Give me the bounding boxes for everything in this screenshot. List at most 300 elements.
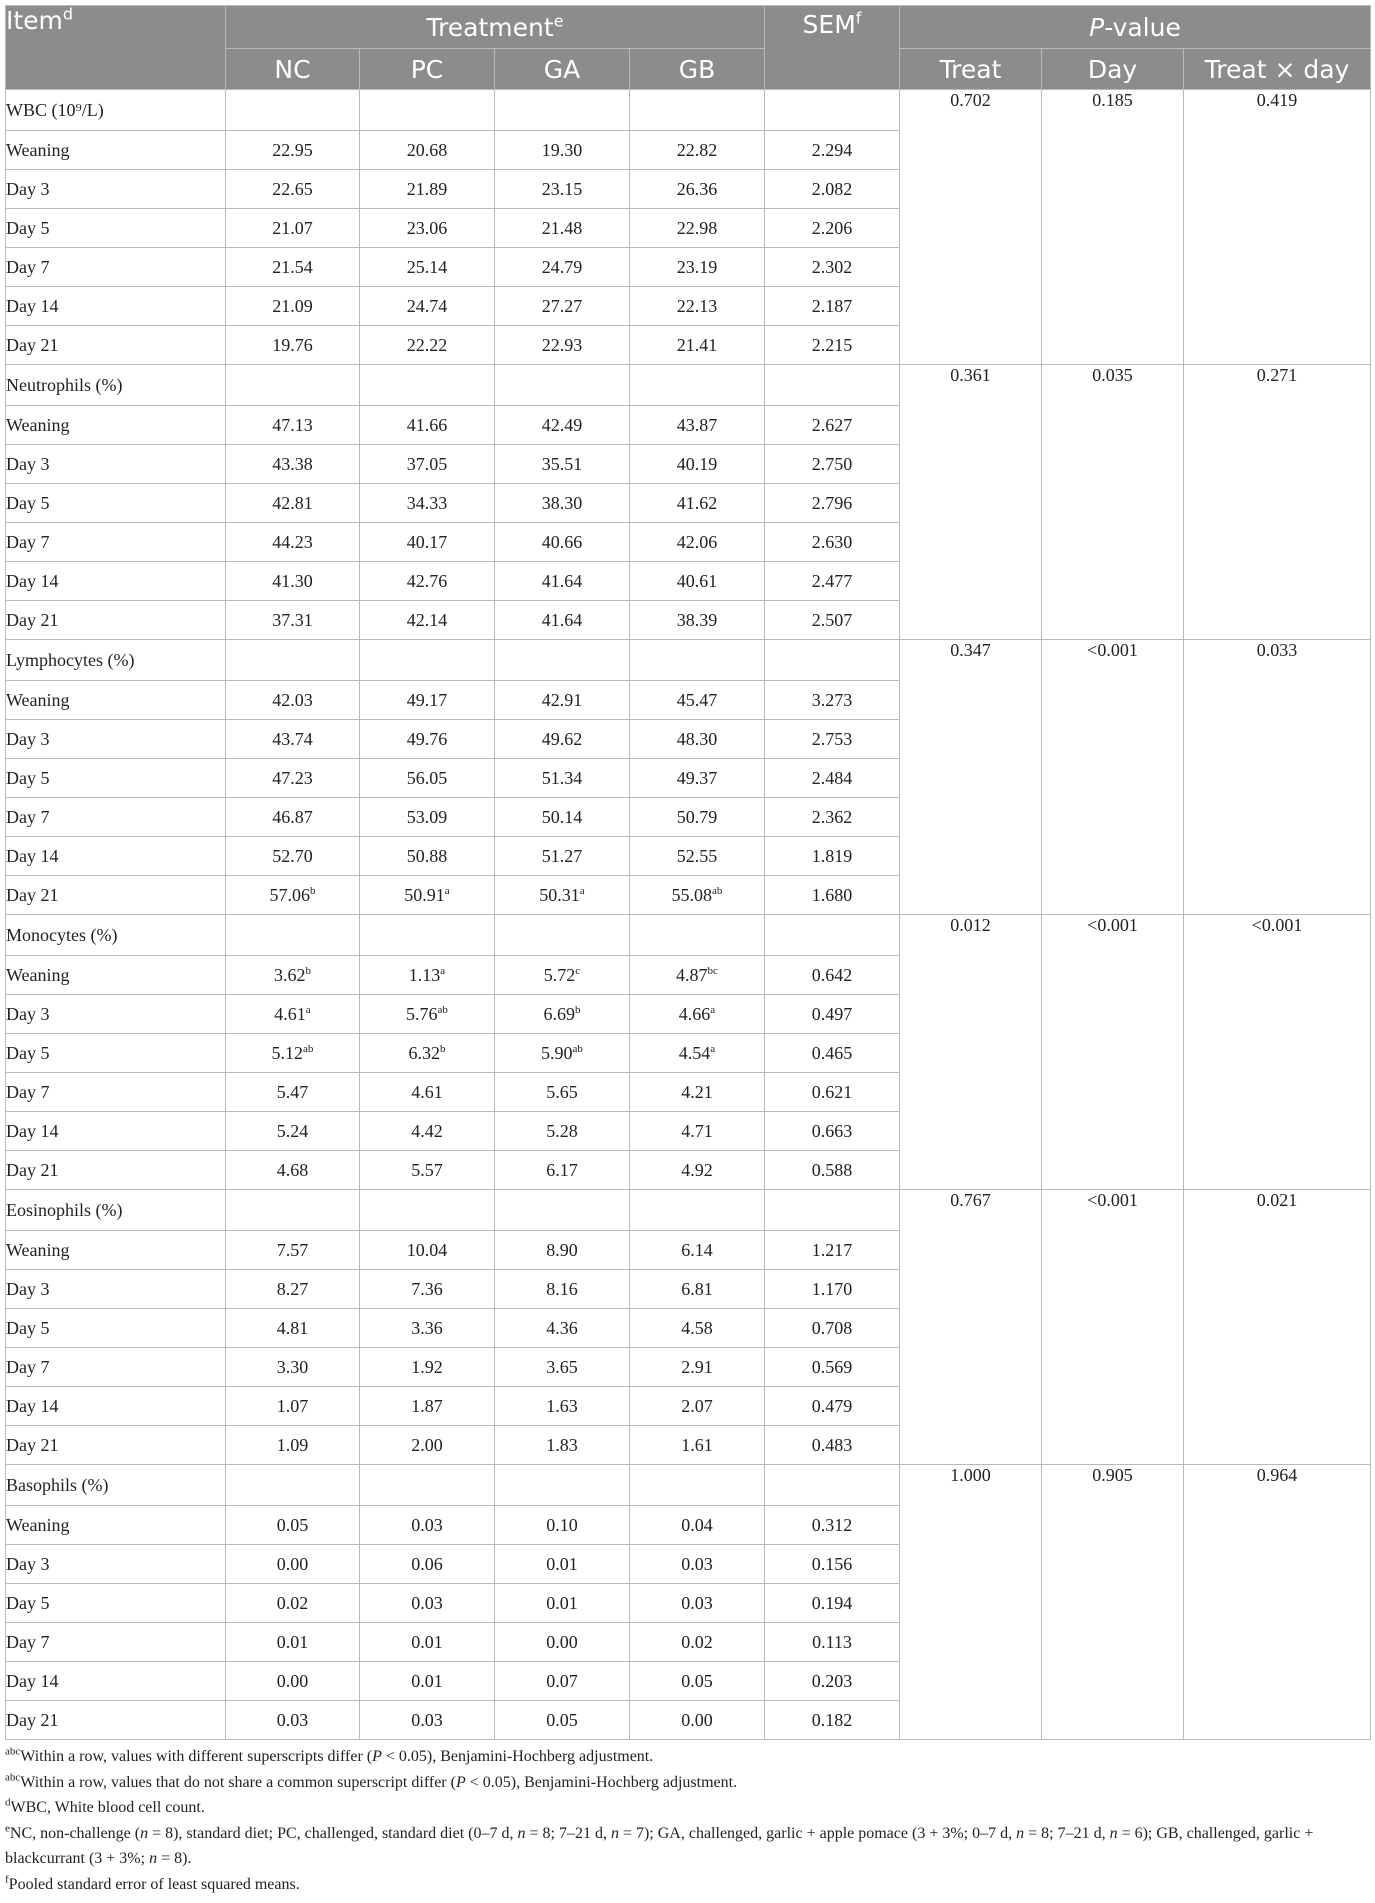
value-number: 4.58 bbox=[681, 1317, 713, 1338]
empty-cell bbox=[226, 365, 360, 406]
value-nc bbox=[226, 406, 360, 445]
value-nc bbox=[226, 956, 360, 995]
sem-value: 2.206 bbox=[765, 209, 900, 248]
value-pc bbox=[360, 1662, 495, 1701]
value-nc bbox=[226, 1151, 360, 1190]
p-value-day: 0.905 bbox=[1042, 1465, 1184, 1740]
value-number: 34.33 bbox=[406, 492, 448, 513]
value-gb bbox=[630, 798, 765, 837]
row-label: Day 5 bbox=[6, 1309, 226, 1348]
empty-cell bbox=[360, 1190, 495, 1231]
value-ga bbox=[495, 681, 630, 720]
row-label: Weaning bbox=[6, 681, 226, 720]
value-number: 40.19 bbox=[676, 453, 718, 474]
value-nc bbox=[226, 484, 360, 523]
value-number: 10.04 bbox=[406, 1239, 448, 1260]
value-ga bbox=[495, 1545, 630, 1584]
row-label: Day 21 bbox=[6, 1426, 226, 1465]
footnote-text: = 6); GB, challenged, garlic + blackcurrant (3 + 3%; bbox=[5, 1824, 1314, 1868]
value-pc bbox=[360, 170, 495, 209]
value-nc bbox=[226, 523, 360, 562]
row-label: Weaning bbox=[6, 406, 226, 445]
row-label: Day 7 bbox=[6, 1348, 226, 1387]
p-value-treat: 0.361 bbox=[900, 365, 1042, 640]
value-number: 0.00 bbox=[276, 1553, 309, 1574]
value-number: 3.30 bbox=[276, 1356, 309, 1377]
value-number: 53.09 bbox=[406, 806, 448, 827]
value-nc bbox=[226, 1545, 360, 1584]
value-number: 19.30 bbox=[541, 139, 583, 160]
value-nc bbox=[226, 1309, 360, 1348]
empty-cell bbox=[360, 90, 495, 131]
value-pc bbox=[360, 484, 495, 523]
footnote-text: n bbox=[517, 1824, 526, 1842]
empty-cell bbox=[226, 915, 360, 956]
value-gb bbox=[630, 759, 765, 798]
footnote-text: = 8; 7–21 d, bbox=[525, 1824, 611, 1842]
row-label: Day 21 bbox=[6, 1151, 226, 1190]
value-nc bbox=[226, 209, 360, 248]
pvalue-header: P-value bbox=[900, 6, 1371, 49]
value-ga bbox=[495, 1270, 630, 1309]
value-superscript: bc bbox=[707, 964, 718, 977]
value-nc bbox=[226, 1073, 360, 1112]
sem-value: 1.819 bbox=[765, 837, 900, 876]
value-number: 6.14 bbox=[681, 1239, 713, 1260]
value-number: 40.17 bbox=[406, 531, 448, 552]
value-pc bbox=[360, 562, 495, 601]
value-nc bbox=[226, 1231, 360, 1270]
value-nc bbox=[226, 720, 360, 759]
value-gb bbox=[630, 406, 765, 445]
value-pc bbox=[360, 1701, 495, 1740]
value-superscript: a bbox=[305, 1003, 311, 1016]
footnote-text: = 8). bbox=[157, 1850, 192, 1868]
footnote-text: P bbox=[372, 1748, 382, 1765]
value-nc bbox=[226, 287, 360, 326]
footnote-text: n bbox=[140, 1824, 149, 1842]
row-label: Day 3 bbox=[6, 995, 226, 1034]
value-number: 0.03 bbox=[411, 1709, 443, 1730]
value-ga bbox=[495, 1623, 630, 1662]
value-superscript: ab bbox=[437, 1003, 448, 1016]
value-nc bbox=[226, 681, 360, 720]
value-number: 6.69 bbox=[543, 1003, 575, 1024]
value-gb bbox=[630, 1506, 765, 1545]
value-number: 23.06 bbox=[406, 217, 448, 238]
value-gb bbox=[630, 131, 765, 170]
sem-value: 2.484 bbox=[765, 759, 900, 798]
value-number: 4.42 bbox=[411, 1120, 443, 1141]
value-gb bbox=[630, 248, 765, 287]
value-ga bbox=[495, 1426, 630, 1465]
value-number: 5.65 bbox=[546, 1081, 578, 1102]
row-label: Weaning bbox=[6, 1231, 226, 1270]
value-number: 41.66 bbox=[406, 414, 448, 435]
value-gb bbox=[630, 287, 765, 326]
p-value-treat: 0.767 bbox=[900, 1190, 1042, 1465]
row-label: Day 7 bbox=[6, 798, 226, 837]
sem-value: 2.187 bbox=[765, 287, 900, 326]
empty-cell bbox=[495, 90, 630, 131]
sem-header: SEM$^f$ bbox=[765, 6, 900, 90]
value-number: 42.49 bbox=[541, 414, 583, 435]
value-number: 2.91 bbox=[681, 1356, 713, 1377]
value-gb bbox=[630, 1270, 765, 1309]
col-header-ga: GA bbox=[495, 49, 630, 90]
value-pc bbox=[360, 1073, 495, 1112]
empty-cell bbox=[765, 365, 900, 406]
value-gb bbox=[630, 1662, 765, 1701]
footnote-text: n bbox=[1016, 1824, 1025, 1842]
empty-cell bbox=[630, 1465, 765, 1506]
sem-value: 2.362 bbox=[765, 798, 900, 837]
value-number: 21.41 bbox=[676, 334, 718, 355]
table-body bbox=[6, 90, 1371, 1740]
footnote bbox=[5, 1821, 1370, 1872]
value-number: 7.36 bbox=[411, 1278, 443, 1299]
sem-value: 1.217 bbox=[765, 1231, 900, 1270]
value-gb bbox=[630, 1584, 765, 1623]
value-superscript: a bbox=[710, 1042, 716, 1055]
value-pc bbox=[360, 1034, 495, 1073]
value-number: 0.01 bbox=[411, 1670, 443, 1691]
group-header-row bbox=[6, 1190, 1371, 1231]
sem-value: 2.750 bbox=[765, 445, 900, 484]
value-number: 52.55 bbox=[676, 845, 718, 866]
value-pc bbox=[360, 1348, 495, 1387]
col-header-nc: NC bbox=[226, 49, 360, 90]
value-number: 48.30 bbox=[676, 728, 718, 749]
value-pc bbox=[360, 601, 495, 640]
value-gb bbox=[630, 1623, 765, 1662]
footnote-text: n bbox=[610, 1824, 619, 1842]
value-gb bbox=[630, 601, 765, 640]
value-number: 19.76 bbox=[272, 334, 313, 355]
footnote bbox=[5, 1744, 1370, 1770]
sem-value: 0.483 bbox=[765, 1426, 900, 1465]
value-superscript: b bbox=[310, 884, 316, 897]
row-label: Day 5 bbox=[6, 759, 226, 798]
value-number: 1.61 bbox=[681, 1434, 713, 1455]
sem-value: 1.170 bbox=[765, 1270, 900, 1309]
group-header-row bbox=[6, 90, 1371, 131]
group-header-row bbox=[6, 640, 1371, 681]
value-gb bbox=[630, 1545, 765, 1584]
footnote-text: n bbox=[149, 1850, 158, 1868]
value-gb bbox=[630, 1426, 765, 1465]
empty-cell bbox=[495, 1190, 630, 1231]
value-pc bbox=[360, 248, 495, 287]
value-number: 1.92 bbox=[411, 1356, 443, 1377]
value-number: 57.06 bbox=[269, 884, 310, 905]
value-number: 1.13 bbox=[408, 964, 441, 985]
value-number: 5.12 bbox=[271, 1042, 304, 1063]
data-table bbox=[5, 5, 1371, 1740]
p-value-day: 0.035 bbox=[1042, 365, 1184, 640]
row-label: Day 7 bbox=[6, 1073, 226, 1112]
row-label: Day 5 bbox=[6, 1584, 226, 1623]
value-pc bbox=[360, 1231, 495, 1270]
value-number: 2.07 bbox=[681, 1395, 713, 1416]
p-value-day: <0.001 bbox=[1042, 640, 1184, 915]
value-number: 4.21 bbox=[681, 1081, 713, 1102]
value-number: 52.70 bbox=[272, 845, 313, 866]
value-number: 47.23 bbox=[272, 767, 313, 788]
value-number: 5.90 bbox=[541, 1042, 573, 1063]
header-row-1 bbox=[6, 6, 1371, 49]
value-number: 0.01 bbox=[546, 1592, 578, 1613]
value-number: 41.64 bbox=[541, 609, 583, 630]
p-value-day: <0.001 bbox=[1042, 915, 1184, 1190]
value-number: 43.74 bbox=[272, 728, 313, 749]
value-ga bbox=[495, 759, 630, 798]
sem-value: 0.113 bbox=[765, 1623, 900, 1662]
value-number: 35.51 bbox=[541, 453, 583, 474]
value-ga bbox=[495, 209, 630, 248]
value-pc bbox=[360, 1545, 495, 1584]
value-ga bbox=[495, 1231, 630, 1270]
p-value-treat: 0.702 bbox=[900, 90, 1042, 365]
value-gb bbox=[630, 445, 765, 484]
footnote-text: P bbox=[455, 1773, 466, 1791]
sem-value: 0.312 bbox=[765, 1506, 900, 1545]
value-nc bbox=[226, 248, 360, 287]
row-label: Day 14 bbox=[6, 287, 226, 326]
value-gb bbox=[630, 876, 765, 915]
value-pc bbox=[360, 445, 495, 484]
row-label: Day 21 bbox=[6, 1701, 226, 1740]
value-superscript: b bbox=[440, 1042, 446, 1055]
value-nc bbox=[226, 1034, 360, 1073]
value-ga bbox=[495, 1309, 630, 1348]
value-number: 1.87 bbox=[411, 1395, 443, 1416]
value-number: 37.31 bbox=[272, 609, 313, 630]
row-label: Weaning bbox=[6, 956, 226, 995]
value-number: 7.57 bbox=[276, 1239, 309, 1260]
value-pc bbox=[360, 759, 495, 798]
group-label: WBC (10⁹/L) bbox=[6, 90, 226, 131]
p-value-treat: 0.012 bbox=[900, 915, 1042, 1190]
value-gb bbox=[630, 1034, 765, 1073]
empty-cell bbox=[360, 915, 495, 956]
value-number: 55.08 bbox=[671, 884, 713, 905]
value-gb bbox=[630, 681, 765, 720]
sem-value: 0.621 bbox=[765, 1073, 900, 1112]
value-superscript: a bbox=[710, 1003, 716, 1016]
value-pc bbox=[360, 1387, 495, 1426]
value-number: 22.13 bbox=[676, 295, 718, 316]
value-gb bbox=[630, 837, 765, 876]
footnote-text: = 8), standard diet; PC, challenged, standard diet (0–7 d, bbox=[148, 1824, 518, 1842]
sem-value: 2.215 bbox=[765, 326, 900, 365]
value-number: 47.13 bbox=[272, 414, 313, 435]
value-number: 1.63 bbox=[546, 1395, 578, 1416]
empty-cell bbox=[360, 640, 495, 681]
value-pc bbox=[360, 287, 495, 326]
value-superscript: ab bbox=[572, 1042, 583, 1055]
value-nc bbox=[226, 1387, 360, 1426]
row-label: Day 14 bbox=[6, 837, 226, 876]
value-superscript: ab bbox=[303, 1042, 314, 1055]
value-pc bbox=[360, 1151, 495, 1190]
value-superscript: a bbox=[440, 964, 446, 977]
value-number: 24.79 bbox=[541, 256, 583, 277]
value-nc bbox=[226, 837, 360, 876]
value-pc bbox=[360, 523, 495, 562]
value-number: 43.38 bbox=[272, 453, 313, 474]
value-number: 51.27 bbox=[541, 845, 583, 866]
value-number: 0.00 bbox=[681, 1709, 713, 1730]
value-nc bbox=[226, 1584, 360, 1623]
value-superscript: ab bbox=[712, 884, 723, 897]
row-label: Day 14 bbox=[6, 1112, 226, 1151]
value-pc bbox=[360, 326, 495, 365]
footnote-marker: abc bbox=[5, 1771, 21, 1784]
empty-cell bbox=[765, 90, 900, 131]
sem-value: 2.796 bbox=[765, 484, 900, 523]
footnote bbox=[5, 1770, 1370, 1796]
value-gb bbox=[630, 1231, 765, 1270]
p-value-day: 0.185 bbox=[1042, 90, 1184, 365]
row-label: Day 3 bbox=[6, 1545, 226, 1584]
group-label: Lymphocytes (%) bbox=[6, 640, 226, 681]
value-number: 0.00 bbox=[276, 1670, 309, 1691]
value-ga bbox=[495, 1073, 630, 1112]
value-gb bbox=[630, 1387, 765, 1426]
value-ga bbox=[495, 326, 630, 365]
sem-value: 0.497 bbox=[765, 995, 900, 1034]
p-value-treat-x-day: 0.964 bbox=[1184, 1465, 1371, 1740]
value-ga bbox=[495, 1662, 630, 1701]
row-label: Day 21 bbox=[6, 876, 226, 915]
value-nc bbox=[226, 1662, 360, 1701]
value-number: 50.91 bbox=[404, 884, 445, 905]
row-label: Day 5 bbox=[6, 484, 226, 523]
value-number: 0.03 bbox=[276, 1709, 309, 1730]
sem-value: 2.294 bbox=[765, 131, 900, 170]
value-number: 21.07 bbox=[272, 217, 313, 238]
value-nc bbox=[226, 995, 360, 1034]
sem-value: 0.194 bbox=[765, 1584, 900, 1623]
footnotes bbox=[5, 1744, 1370, 1898]
value-superscript: a bbox=[444, 884, 450, 897]
value-nc bbox=[226, 1623, 360, 1662]
col-header-treat-x-day: Treat × day bbox=[1184, 49, 1371, 90]
value-number: 46.87 bbox=[272, 806, 313, 827]
value-number: 50.14 bbox=[541, 806, 583, 827]
value-pc bbox=[360, 1112, 495, 1151]
value-number: 0.05 bbox=[681, 1670, 713, 1691]
value-ga bbox=[495, 406, 630, 445]
value-number: 23.19 bbox=[676, 256, 718, 277]
value-number: 4.36 bbox=[546, 1317, 578, 1338]
row-label: Day 7 bbox=[6, 1623, 226, 1662]
empty-cell bbox=[630, 1190, 765, 1231]
col-header-treat: Treat bbox=[900, 49, 1042, 90]
value-gb bbox=[630, 209, 765, 248]
value-gb bbox=[630, 1701, 765, 1740]
value-gb bbox=[630, 1348, 765, 1387]
row-label: Day 3 bbox=[6, 720, 226, 759]
value-nc bbox=[226, 1270, 360, 1309]
value-number: 0.05 bbox=[276, 1514, 309, 1535]
empty-cell bbox=[226, 90, 360, 131]
sem-value: 0.203 bbox=[765, 1662, 900, 1701]
value-pc bbox=[360, 209, 495, 248]
value-superscript: a bbox=[579, 884, 585, 897]
value-number: 25.14 bbox=[406, 256, 448, 277]
value-number: 50.31 bbox=[539, 884, 580, 905]
value-number: 2.00 bbox=[411, 1434, 443, 1455]
value-number: 5.57 bbox=[411, 1159, 443, 1180]
row-label: Weaning bbox=[6, 131, 226, 170]
value-number: 38.39 bbox=[676, 609, 718, 630]
empty-cell bbox=[226, 640, 360, 681]
empty-cell bbox=[765, 915, 900, 956]
value-number: 20.68 bbox=[406, 139, 448, 160]
value-nc bbox=[226, 1701, 360, 1740]
p-value-treat: 0.347 bbox=[900, 640, 1042, 915]
value-ga bbox=[495, 1151, 630, 1190]
value-ga bbox=[495, 523, 630, 562]
value-nc bbox=[226, 1426, 360, 1465]
value-number: 42.03 bbox=[272, 689, 313, 710]
value-number: 4.87 bbox=[676, 964, 708, 985]
value-number: 40.66 bbox=[541, 531, 583, 552]
row-label: Day 5 bbox=[6, 1034, 226, 1073]
group-label: Monocytes (%) bbox=[6, 915, 226, 956]
value-number: 0.05 bbox=[546, 1709, 578, 1730]
group-label: Neutrophils (%) bbox=[6, 365, 226, 406]
sem-value: 0.642 bbox=[765, 956, 900, 995]
value-number: 24.74 bbox=[406, 295, 448, 316]
sem-value: 1.680 bbox=[765, 876, 900, 915]
value-ga bbox=[495, 1348, 630, 1387]
footnote-text: n bbox=[1109, 1824, 1118, 1842]
value-number: 41.64 bbox=[541, 570, 583, 591]
value-number: 8.90 bbox=[546, 1239, 578, 1260]
footnote bbox=[5, 1795, 1370, 1821]
value-number: 42.81 bbox=[272, 492, 313, 513]
value-nc bbox=[226, 170, 360, 209]
value-gb bbox=[630, 956, 765, 995]
sem-value: 0.588 bbox=[765, 1151, 900, 1190]
group-header-row bbox=[6, 1465, 1371, 1506]
row-label: Day 14 bbox=[6, 1662, 226, 1701]
value-number: 4.61 bbox=[411, 1081, 443, 1102]
value-number: 22.22 bbox=[406, 334, 448, 355]
value-ga bbox=[495, 798, 630, 837]
sem-value: 0.569 bbox=[765, 1348, 900, 1387]
group-header-row bbox=[6, 365, 1371, 406]
empty-cell bbox=[226, 1190, 360, 1231]
empty-cell bbox=[765, 1465, 900, 1506]
value-ga bbox=[495, 287, 630, 326]
value-number: 4.71 bbox=[681, 1120, 713, 1141]
value-number: 0.03 bbox=[681, 1553, 713, 1574]
value-gb bbox=[630, 995, 765, 1034]
value-number: 41.62 bbox=[676, 492, 718, 513]
value-superscript: c bbox=[575, 964, 581, 977]
p-value-treat-x-day: 0.271 bbox=[1184, 365, 1371, 640]
empty-cell bbox=[226, 1465, 360, 1506]
value-gb bbox=[630, 1112, 765, 1151]
value-gb bbox=[630, 484, 765, 523]
value-ga bbox=[495, 956, 630, 995]
value-number: 8.27 bbox=[276, 1278, 309, 1299]
value-pc bbox=[360, 1270, 495, 1309]
